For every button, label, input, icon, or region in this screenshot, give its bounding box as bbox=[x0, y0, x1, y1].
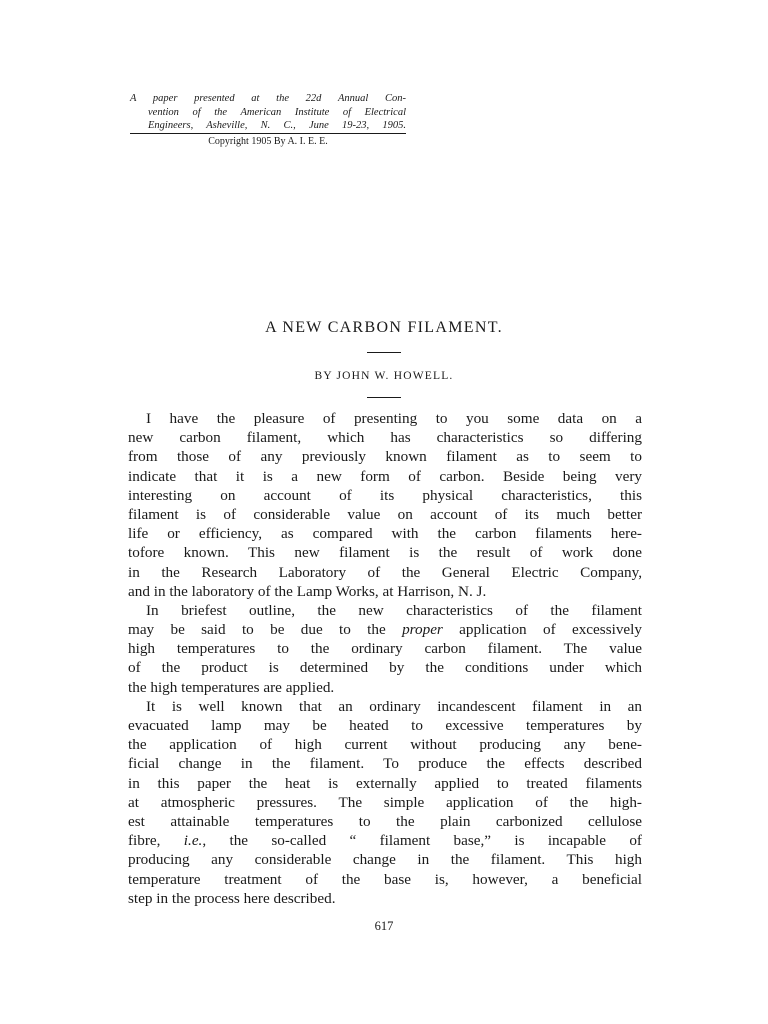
emphasis-proper: proper bbox=[402, 621, 443, 639]
body-line: life or efficiency, as compared with the carbon filaments here- bbox=[128, 525, 642, 543]
footnote-rule bbox=[130, 133, 406, 134]
body-line: I have the pleasure of presenting to you some data on a bbox=[146, 410, 642, 427]
article-body bbox=[128, 409, 642, 908]
body-line: In briefest outline, the new characteristics of the filament bbox=[146, 601, 642, 619]
body-line: evacuated lamp may be heated to excessive temperatures by bbox=[128, 717, 642, 734]
body-line: filament is of considerable value on account of its much better bbox=[128, 505, 642, 523]
copyright-notice: Copyright 1905 By A. I. E. E. bbox=[208, 136, 328, 147]
article-title: A NEW CARBON FILAMENT. bbox=[265, 319, 503, 336]
body-line: temperature treatment of the base is, however, a beneficial bbox=[128, 870, 642, 888]
body-line: of the product is determined by the conditions under which bbox=[128, 659, 642, 677]
body-line-part: application of excessively bbox=[442, 621, 642, 639]
body-line bbox=[128, 831, 642, 850]
body-line: ficial change in the filament. To produce the effects described bbox=[128, 755, 642, 773]
footnote-line: Engineers, Asheville, N. C., June 19-23, 1905. bbox=[148, 120, 406, 131]
body-line-part: may be said to be due to the bbox=[128, 621, 403, 639]
body-line: est attainable temperatures to the plain carbonized cellulose bbox=[128, 812, 642, 830]
body-line: producing any considerable change in the filament. This high bbox=[128, 851, 642, 869]
emphasis-ie: i.e. bbox=[183, 832, 203, 850]
body-line-part: fibre, bbox=[128, 832, 184, 850]
body-line: the high temperatures are applied. bbox=[128, 678, 335, 696]
title-divider bbox=[367, 352, 401, 353]
body-line-part: , the so-called “ filament base,” is incapable of bbox=[202, 832, 642, 850]
body-line: from those of any previously known filament as to seem to bbox=[128, 448, 642, 466]
body-line: new carbon filament, which has characteristics so differing bbox=[128, 429, 642, 447]
footnote bbox=[130, 92, 406, 133]
body-line: high temperatures to the ordinary carbon filament. The value bbox=[128, 640, 642, 658]
body-line: It is well known that an ordinary incandescent filament in an bbox=[146, 697, 642, 715]
body-line: the application of high current without producing any bene- bbox=[128, 736, 642, 754]
footnote-line: A paper presented at the 22d Annual Con- bbox=[130, 93, 406, 104]
body-line: at atmospheric pressures. The simple application of the high- bbox=[128, 793, 642, 811]
body-line: and in the laboratory of the Lamp Works, at Harrison, N. J. bbox=[128, 582, 487, 600]
body-line: interesting on account of its physical characteristics, this bbox=[128, 486, 642, 504]
body-line: in the Research Laboratory of the General Electric Company, bbox=[128, 563, 642, 581]
author-divider bbox=[367, 397, 401, 398]
body-line bbox=[128, 620, 642, 639]
body-line: indicate that it is a new form of carbon. Beside being very bbox=[128, 467, 642, 485]
author-byline: BY JOHN W. HOWELL. bbox=[314, 370, 454, 382]
page-number: 617 bbox=[374, 919, 394, 933]
body-line: tofore known. This new filament is the result of work done bbox=[128, 544, 642, 562]
footnote-line: vention of the American Institute of Electrical bbox=[148, 106, 406, 118]
body-line: in this paper the heat is externally applied to treated filaments bbox=[128, 774, 642, 792]
body-line: step in the process here described. bbox=[128, 889, 336, 907]
